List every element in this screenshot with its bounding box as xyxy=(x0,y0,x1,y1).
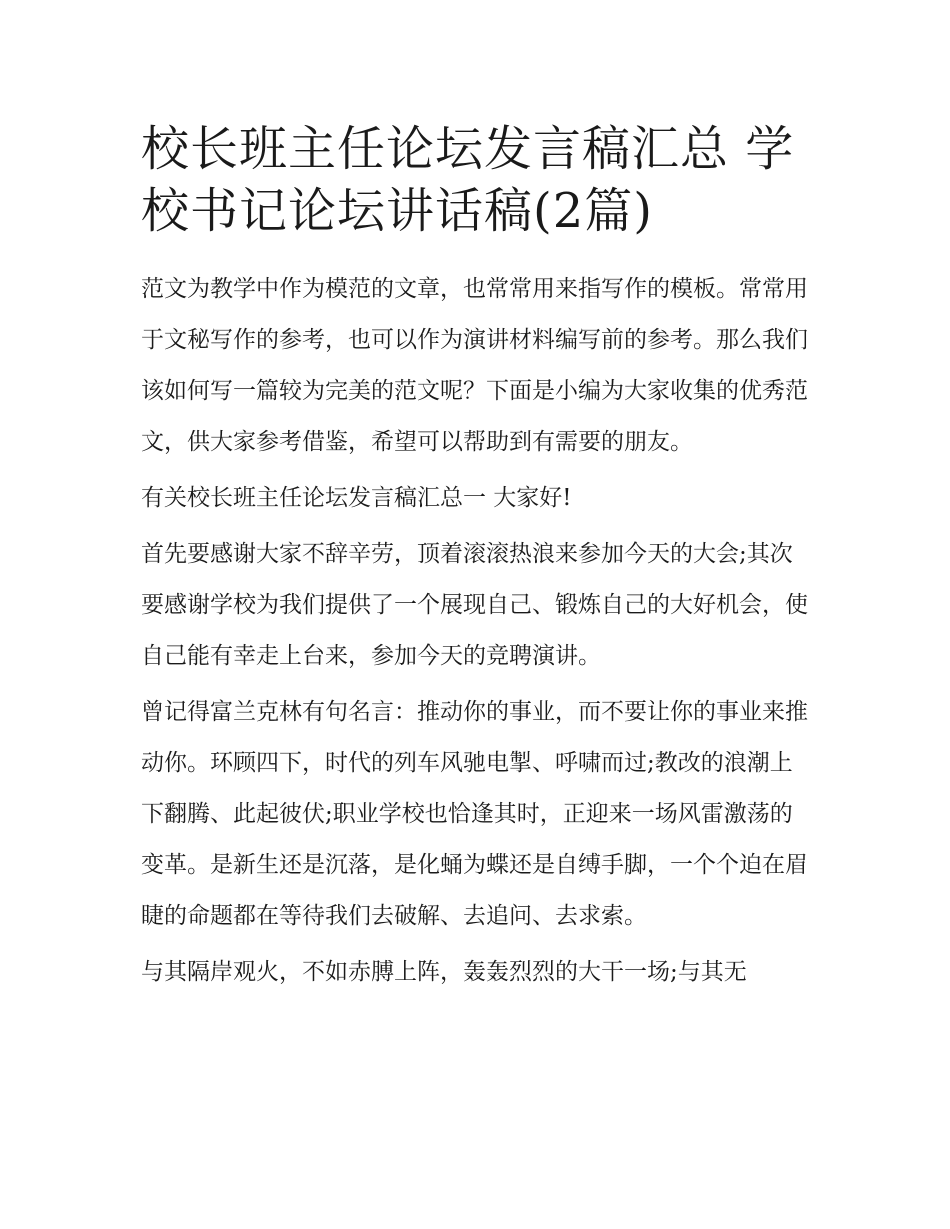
paragraph-continuation: 与其隔岸观火，不如赤膊上阵，轰轰烈烈的大干一场;与其无 xyxy=(141,959,747,985)
document-title: 校长班主任论坛发言稿汇总 学校书记论坛讲话稿(2篇) xyxy=(141,121,795,239)
paragraph-greeting: 有关校长班主任论坛发言稿汇总一 大家好! xyxy=(141,485,572,511)
document-page xyxy=(141,118,813,1003)
paragraph-quote: 曾记得富兰克林有句名言：推动你的事业，而不要让你的事业来推动你。环顾四下，时代的列车风驰电掣、呼啸而过;教改的浪潮上下翻腾、此起彼伏;职业学校也恰逢其时，正迎来一场风雷激荡的变革。是新生还是沉落，是化蛹为蝶还是自缚手脚，一个个迫在眉睫的命题都在等待我们去破解、去追问、去求索。 xyxy=(141,699,808,929)
paragraph-thanks: 首先要感谢大家不辞辛劳，顶着滚滚热浪来参加今天的大会;其次要感谢学校为我们提供了一个展现自己、锻炼自己的大好机会，使自己能有幸走上台来，参加今天的竞聘演讲。 xyxy=(141,541,808,669)
paragraph-intro: 范文为教学中作为模范的文章，也常常用来指写作的模板。常常用于文秘写作的参考，也可以作为演讲材料编写前的参考。那么我们该如何写一篇较为完美的范文呢？下面是小编为大家收集的优秀范文，供大家参考借鉴，希望可以帮助到有需要的朋友。 xyxy=(141,276,808,455)
